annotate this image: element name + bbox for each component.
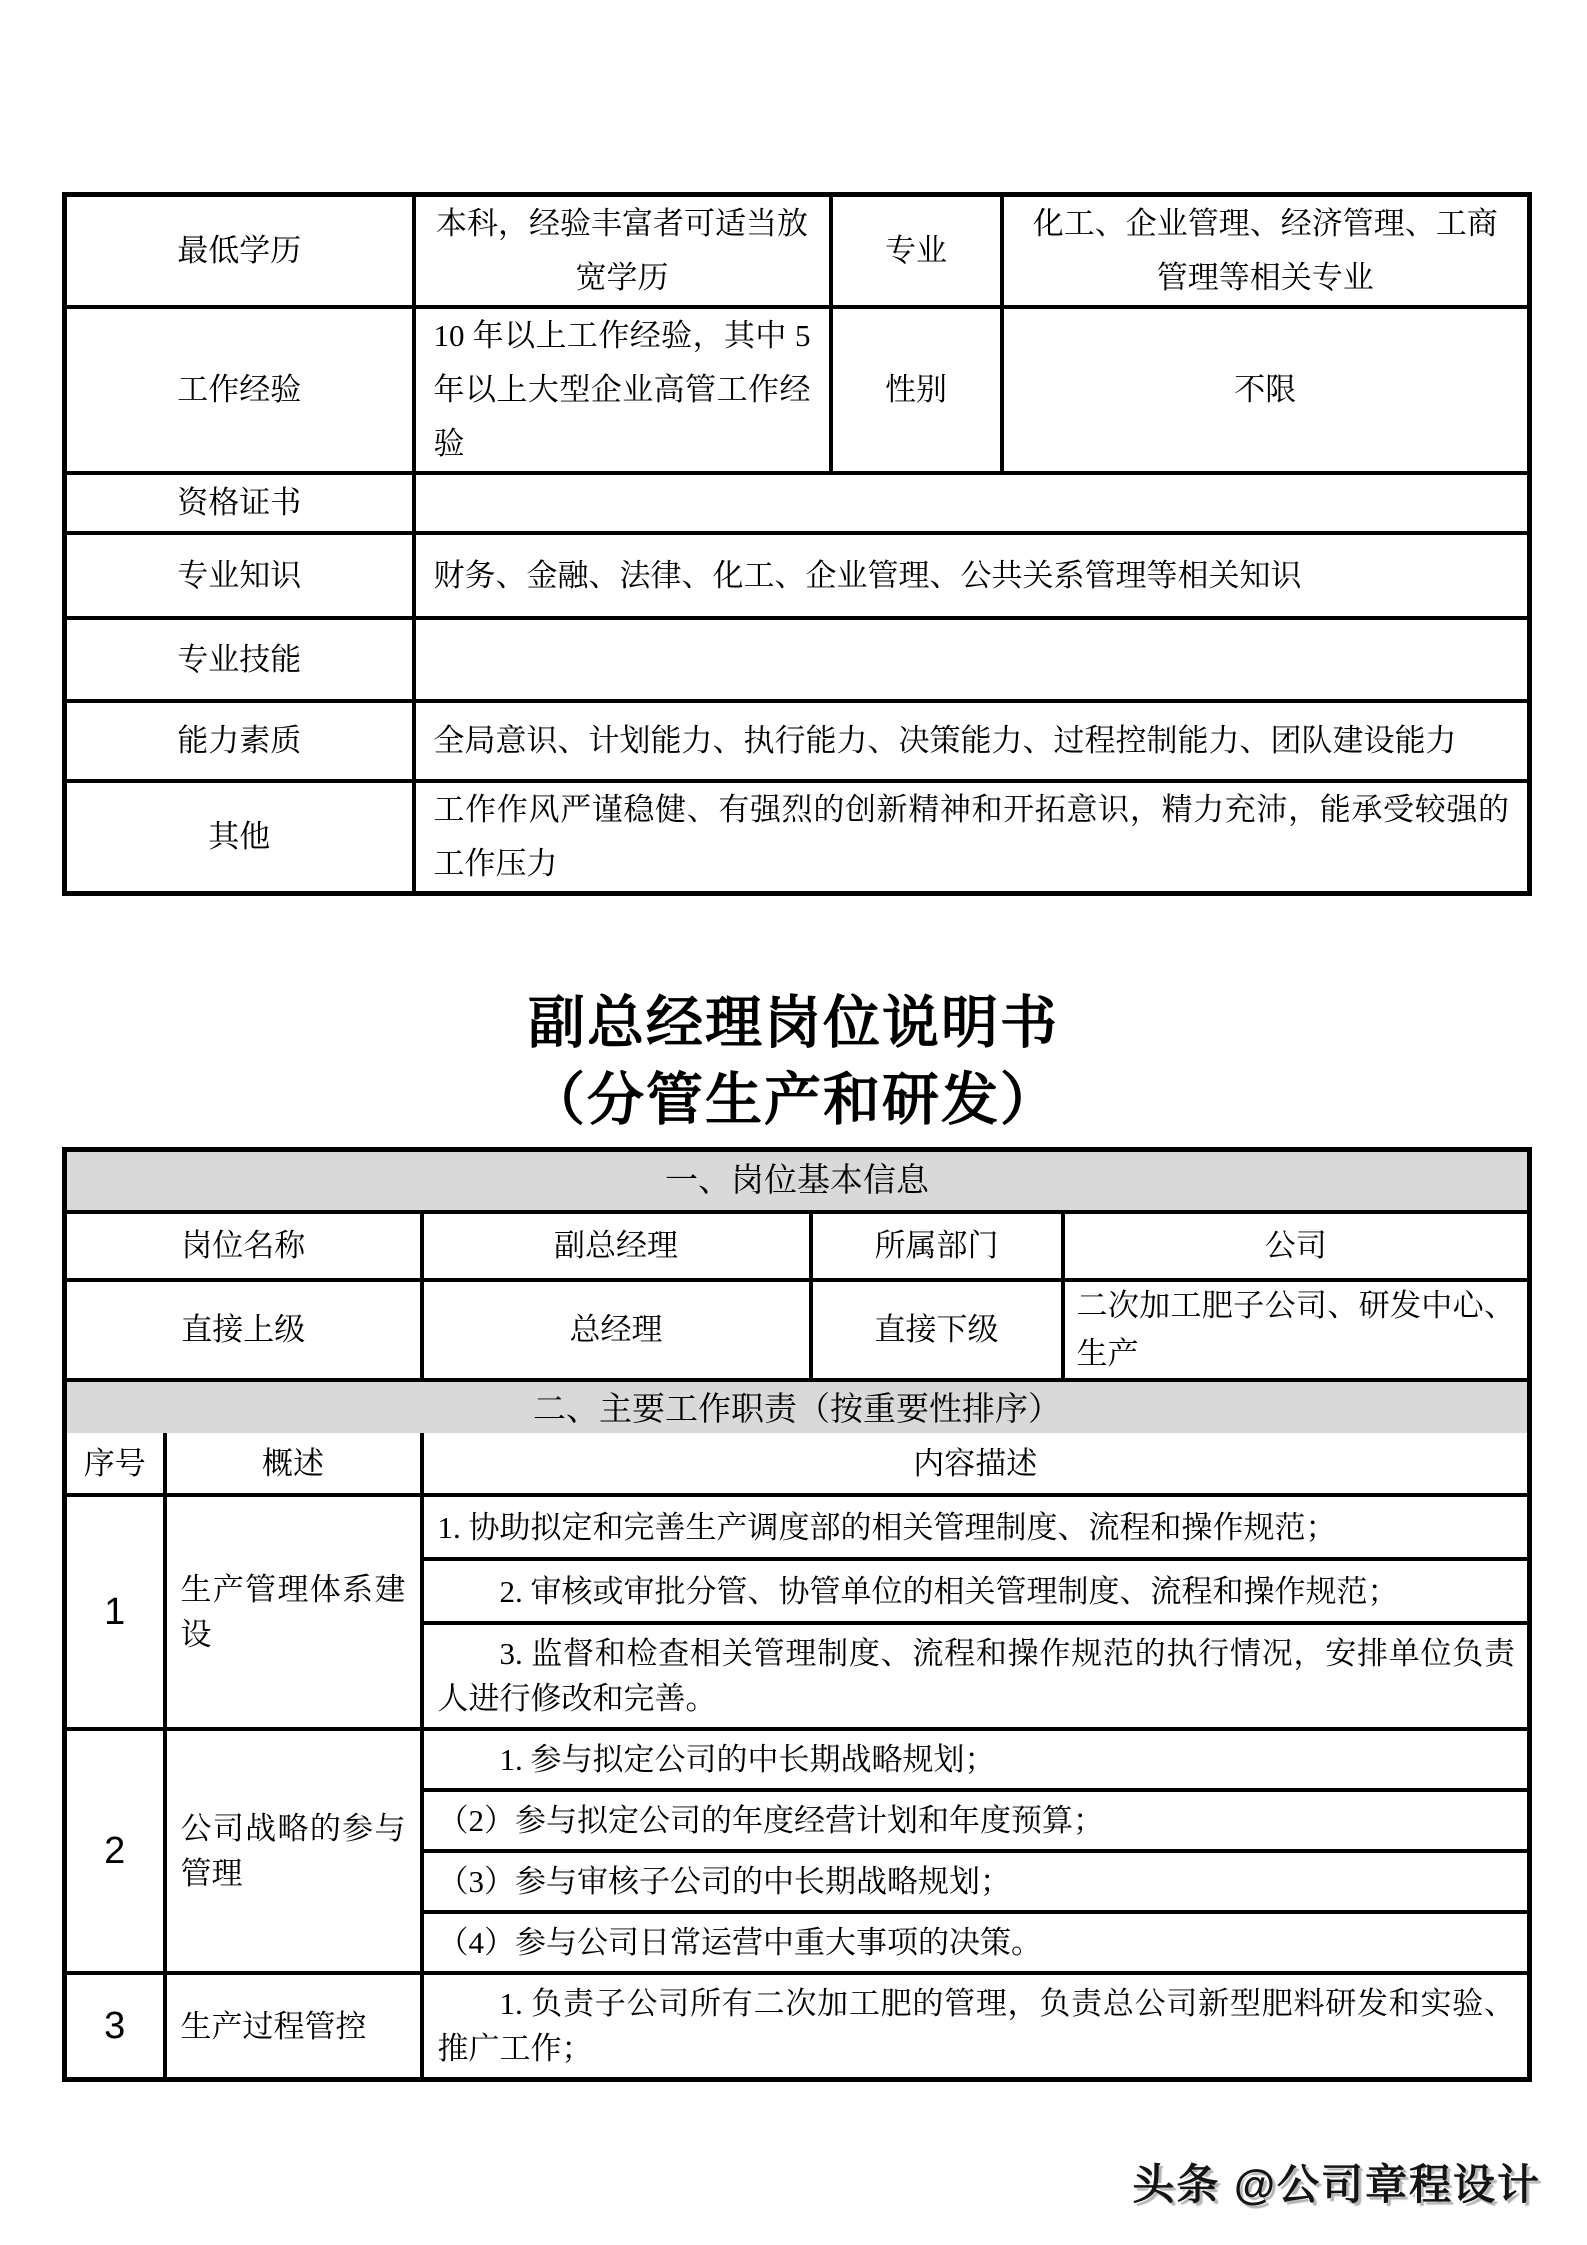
duty-no: 3	[65, 1973, 165, 2080]
req-label-major: 专业	[831, 195, 1002, 308]
title-line2: （分管生产和研发）	[528, 1069, 1059, 1132]
duty-summary: 公司战略的参与管理	[165, 1729, 422, 1973]
duty-row	[65, 1973, 1530, 2080]
column-header-description: 内容描述	[422, 1433, 1530, 1495]
table-row	[65, 473, 1530, 533]
table-row	[65, 781, 1530, 894]
section-header-row	[65, 1150, 1530, 1212]
duties-table	[62, 1433, 1532, 2082]
req-label-other: 其他	[65, 781, 414, 894]
section-header-duties: 二、主要工作职责（按重要性排序）	[65, 1380, 1530, 1442]
table-row	[65, 1280, 1530, 1380]
document-title	[0, 985, 1587, 1139]
watermark-credit: 头条 @公司章程设计	[1132, 2161, 1541, 2208]
duty-item: （2）参与拟定公司的年度经营计划和年度预算；	[422, 1790, 1530, 1851]
duty-no: 1	[65, 1495, 165, 1729]
duty-item: 1. 协助拟定和完善生产调度部的相关管理制度、流程和操作规范；	[422, 1495, 1530, 1559]
requirements-table	[62, 192, 1532, 896]
req-label-certificate: 资格证书	[65, 473, 414, 533]
req-label-skill: 专业技能	[65, 618, 414, 701]
info-value-superior: 总经理	[422, 1280, 811, 1380]
duty-item: 2. 审核或审批分管、协管单位的相关管理制度、流程和操作规范；	[422, 1559, 1530, 1623]
duty-summary: 生产过程管控	[165, 1973, 422, 2080]
basic-info-table	[62, 1147, 1532, 1444]
req-value-major: 化工、企业管理、经济管理、工商管理等相关专业	[1002, 195, 1530, 308]
section-header-basic-info: 一、岗位基本信息	[65, 1150, 1530, 1212]
req-label-experience: 工作经验	[65, 307, 414, 473]
duties-header-row	[65, 1433, 1530, 1495]
table-row	[65, 307, 1530, 473]
duty-item: 3. 监督和检查相关管理制度、流程和操作规范的执行情况，安排单位负责人进行修改和完善。	[422, 1623, 1530, 1729]
table-row	[65, 533, 1530, 618]
duty-no: 2	[65, 1729, 165, 1973]
duty-summary: 生产管理体系建设	[165, 1495, 422, 1729]
req-label-knowledge: 专业知识	[65, 533, 414, 618]
req-value-experience: 10 年以上工作经验，其中 5 年以上大型企业高管工作经验	[414, 307, 831, 473]
info-label-department: 所属部门	[811, 1212, 1063, 1280]
info-value-department: 公司	[1063, 1212, 1530, 1280]
title-line1: 副总经理岗位说明书	[528, 992, 1059, 1055]
req-value-gender: 不限	[1002, 307, 1530, 473]
req-value-other: 工作作风严谨稳健、有强烈的创新精神和开拓意识，精力充沛，能承受较强的工作压力	[414, 781, 1530, 894]
info-label-superior: 直接上级	[65, 1280, 422, 1380]
req-value-knowledge: 财务、金融、法律、化工、企业管理、公共关系管理等相关知识	[414, 533, 1530, 618]
req-label-gender: 性别	[831, 307, 1002, 473]
req-value-skill	[414, 618, 1530, 701]
column-header-summary: 概述	[165, 1433, 422, 1495]
req-label-education: 最低学历	[65, 195, 414, 308]
info-value-position-name: 副总经理	[422, 1212, 811, 1280]
table-row	[65, 701, 1530, 781]
duty-row	[65, 1729, 1530, 1790]
info-value-subordinate: 二次加工肥子公司、研发中心、生产	[1063, 1280, 1530, 1380]
req-label-competence: 能力素质	[65, 701, 414, 781]
duty-item: （4）参与公司日常运营中重大事项的决策。	[422, 1912, 1530, 1973]
req-value-competence: 全局意识、计划能力、执行能力、决策能力、过程控制能力、团队建设能力	[414, 701, 1530, 781]
duty-item: （3）参与审核子公司的中长期战略规划；	[422, 1851, 1530, 1912]
req-value-certificate	[414, 473, 1530, 533]
table-row	[65, 618, 1530, 701]
column-header-no: 序号	[65, 1433, 165, 1495]
table-row	[65, 1212, 1530, 1280]
duty-row	[65, 1495, 1530, 1559]
table-row	[65, 195, 1530, 308]
req-value-education: 本科，经验丰富者可适当放宽学历	[414, 195, 831, 308]
info-label-position-name: 岗位名称	[65, 1212, 422, 1280]
duty-item: 1. 负责子公司所有二次加工肥的管理，负责总公司新型肥料研发和实验、推广工作；	[422, 1973, 1530, 2080]
info-label-subordinate: 直接下级	[811, 1280, 1063, 1380]
duty-item: 1. 参与拟定公司的中长期战略规划；	[422, 1729, 1530, 1790]
